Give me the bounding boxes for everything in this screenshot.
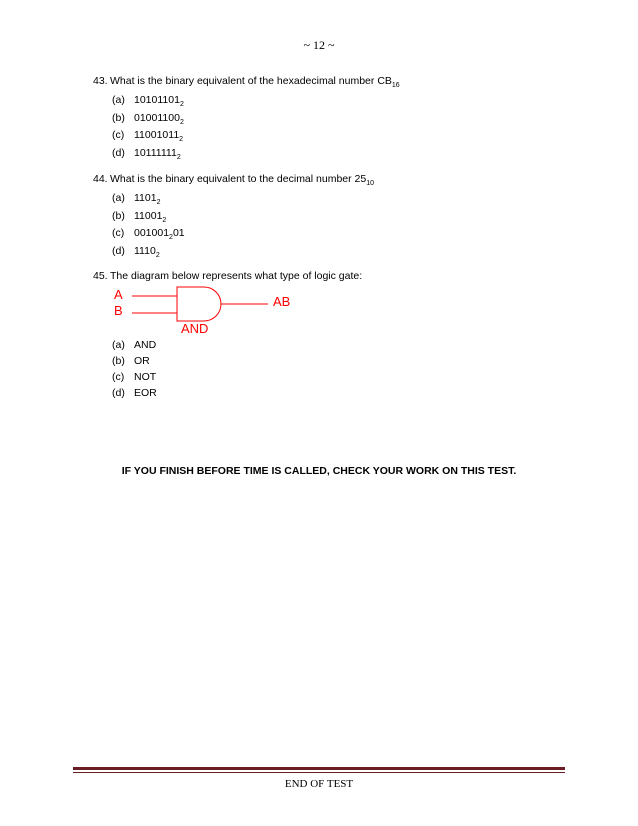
input-a-label: A bbox=[114, 287, 123, 302]
option-letter: (d) bbox=[112, 146, 125, 159]
base-subscript: 2 bbox=[169, 234, 173, 242]
option-letter: (c) bbox=[112, 129, 125, 141]
option-value: 11001011 bbox=[134, 129, 180, 141]
option-value: EOR bbox=[134, 387, 157, 399]
base-subscript: 10 bbox=[366, 180, 375, 188]
base-subscript: 2 bbox=[162, 216, 167, 224]
option-value-tail: 01 bbox=[172, 227, 185, 239]
question-number: 45. bbox=[93, 270, 108, 282]
option-value: 1110 bbox=[134, 244, 156, 257]
option-letter: (b) bbox=[112, 355, 125, 367]
logic-gate-diagram bbox=[0, 0, 638, 340]
question-text: What is the binary equivalent to the decimal number 25 bbox=[110, 173, 367, 185]
end-of-test-label: END OF TEST bbox=[284, 778, 354, 790]
answer-option-c bbox=[112, 369, 157, 385]
question-number: 43. bbox=[93, 75, 108, 87]
answer-option-d bbox=[112, 385, 157, 401]
option-letter: (b) bbox=[112, 111, 125, 124]
base-subscript: 2 bbox=[156, 199, 161, 207]
answer-options bbox=[112, 337, 157, 401]
base-subscript: 2 bbox=[179, 118, 184, 126]
option-value: 11001 bbox=[134, 209, 163, 222]
base-subscript: 2 bbox=[176, 153, 181, 161]
option-letter: (a) bbox=[112, 339, 125, 351]
gate-type-label: AND bbox=[181, 321, 209, 336]
option-value: 1101 bbox=[134, 192, 157, 204]
option-letter: (b) bbox=[112, 209, 125, 222]
option-letter: (d) bbox=[112, 387, 125, 399]
footer-divider-thick bbox=[73, 767, 565, 770]
option-value: OR bbox=[134, 355, 150, 367]
base-subscript: 16 bbox=[391, 82, 400, 90]
answer-option-a bbox=[112, 337, 157, 353]
option-letter: (a) bbox=[112, 94, 125, 106]
option-value: 01001100 bbox=[134, 111, 180, 124]
option-value: AND bbox=[134, 339, 157, 351]
option-value: 10101101 bbox=[134, 94, 180, 106]
question-number: 44. bbox=[93, 173, 108, 185]
option-value: 10111111 bbox=[134, 146, 177, 159]
option-value: 001001 bbox=[134, 227, 170, 239]
answer-option-b bbox=[112, 353, 157, 369]
and-gate-symbol bbox=[177, 287, 221, 321]
footer-divider-thin bbox=[73, 772, 565, 773]
option-letter: (d) bbox=[112, 244, 125, 257]
question-text: What is the binary equivalent of the hexadecimal number CB bbox=[110, 75, 392, 87]
base-subscript: 2 bbox=[179, 136, 184, 144]
option-value: NOT bbox=[134, 371, 157, 383]
finish-notice: IF YOU FINISH BEFORE TIME IS CALLED, CHECK YOUR WORK ON THIS TEST. bbox=[121, 465, 517, 477]
base-subscript: 2 bbox=[179, 101, 184, 109]
question-text: The diagram below represents what type of logic gate: bbox=[110, 270, 363, 282]
option-letter: (a) bbox=[112, 192, 125, 204]
base-subscript: 2 bbox=[155, 251, 160, 259]
option-letter: (c) bbox=[112, 227, 125, 239]
input-b-label: B bbox=[114, 303, 123, 318]
option-letter: (c) bbox=[112, 371, 125, 383]
output-label: AB bbox=[273, 294, 291, 309]
page-number: ~ 12 ~ bbox=[303, 38, 335, 52]
